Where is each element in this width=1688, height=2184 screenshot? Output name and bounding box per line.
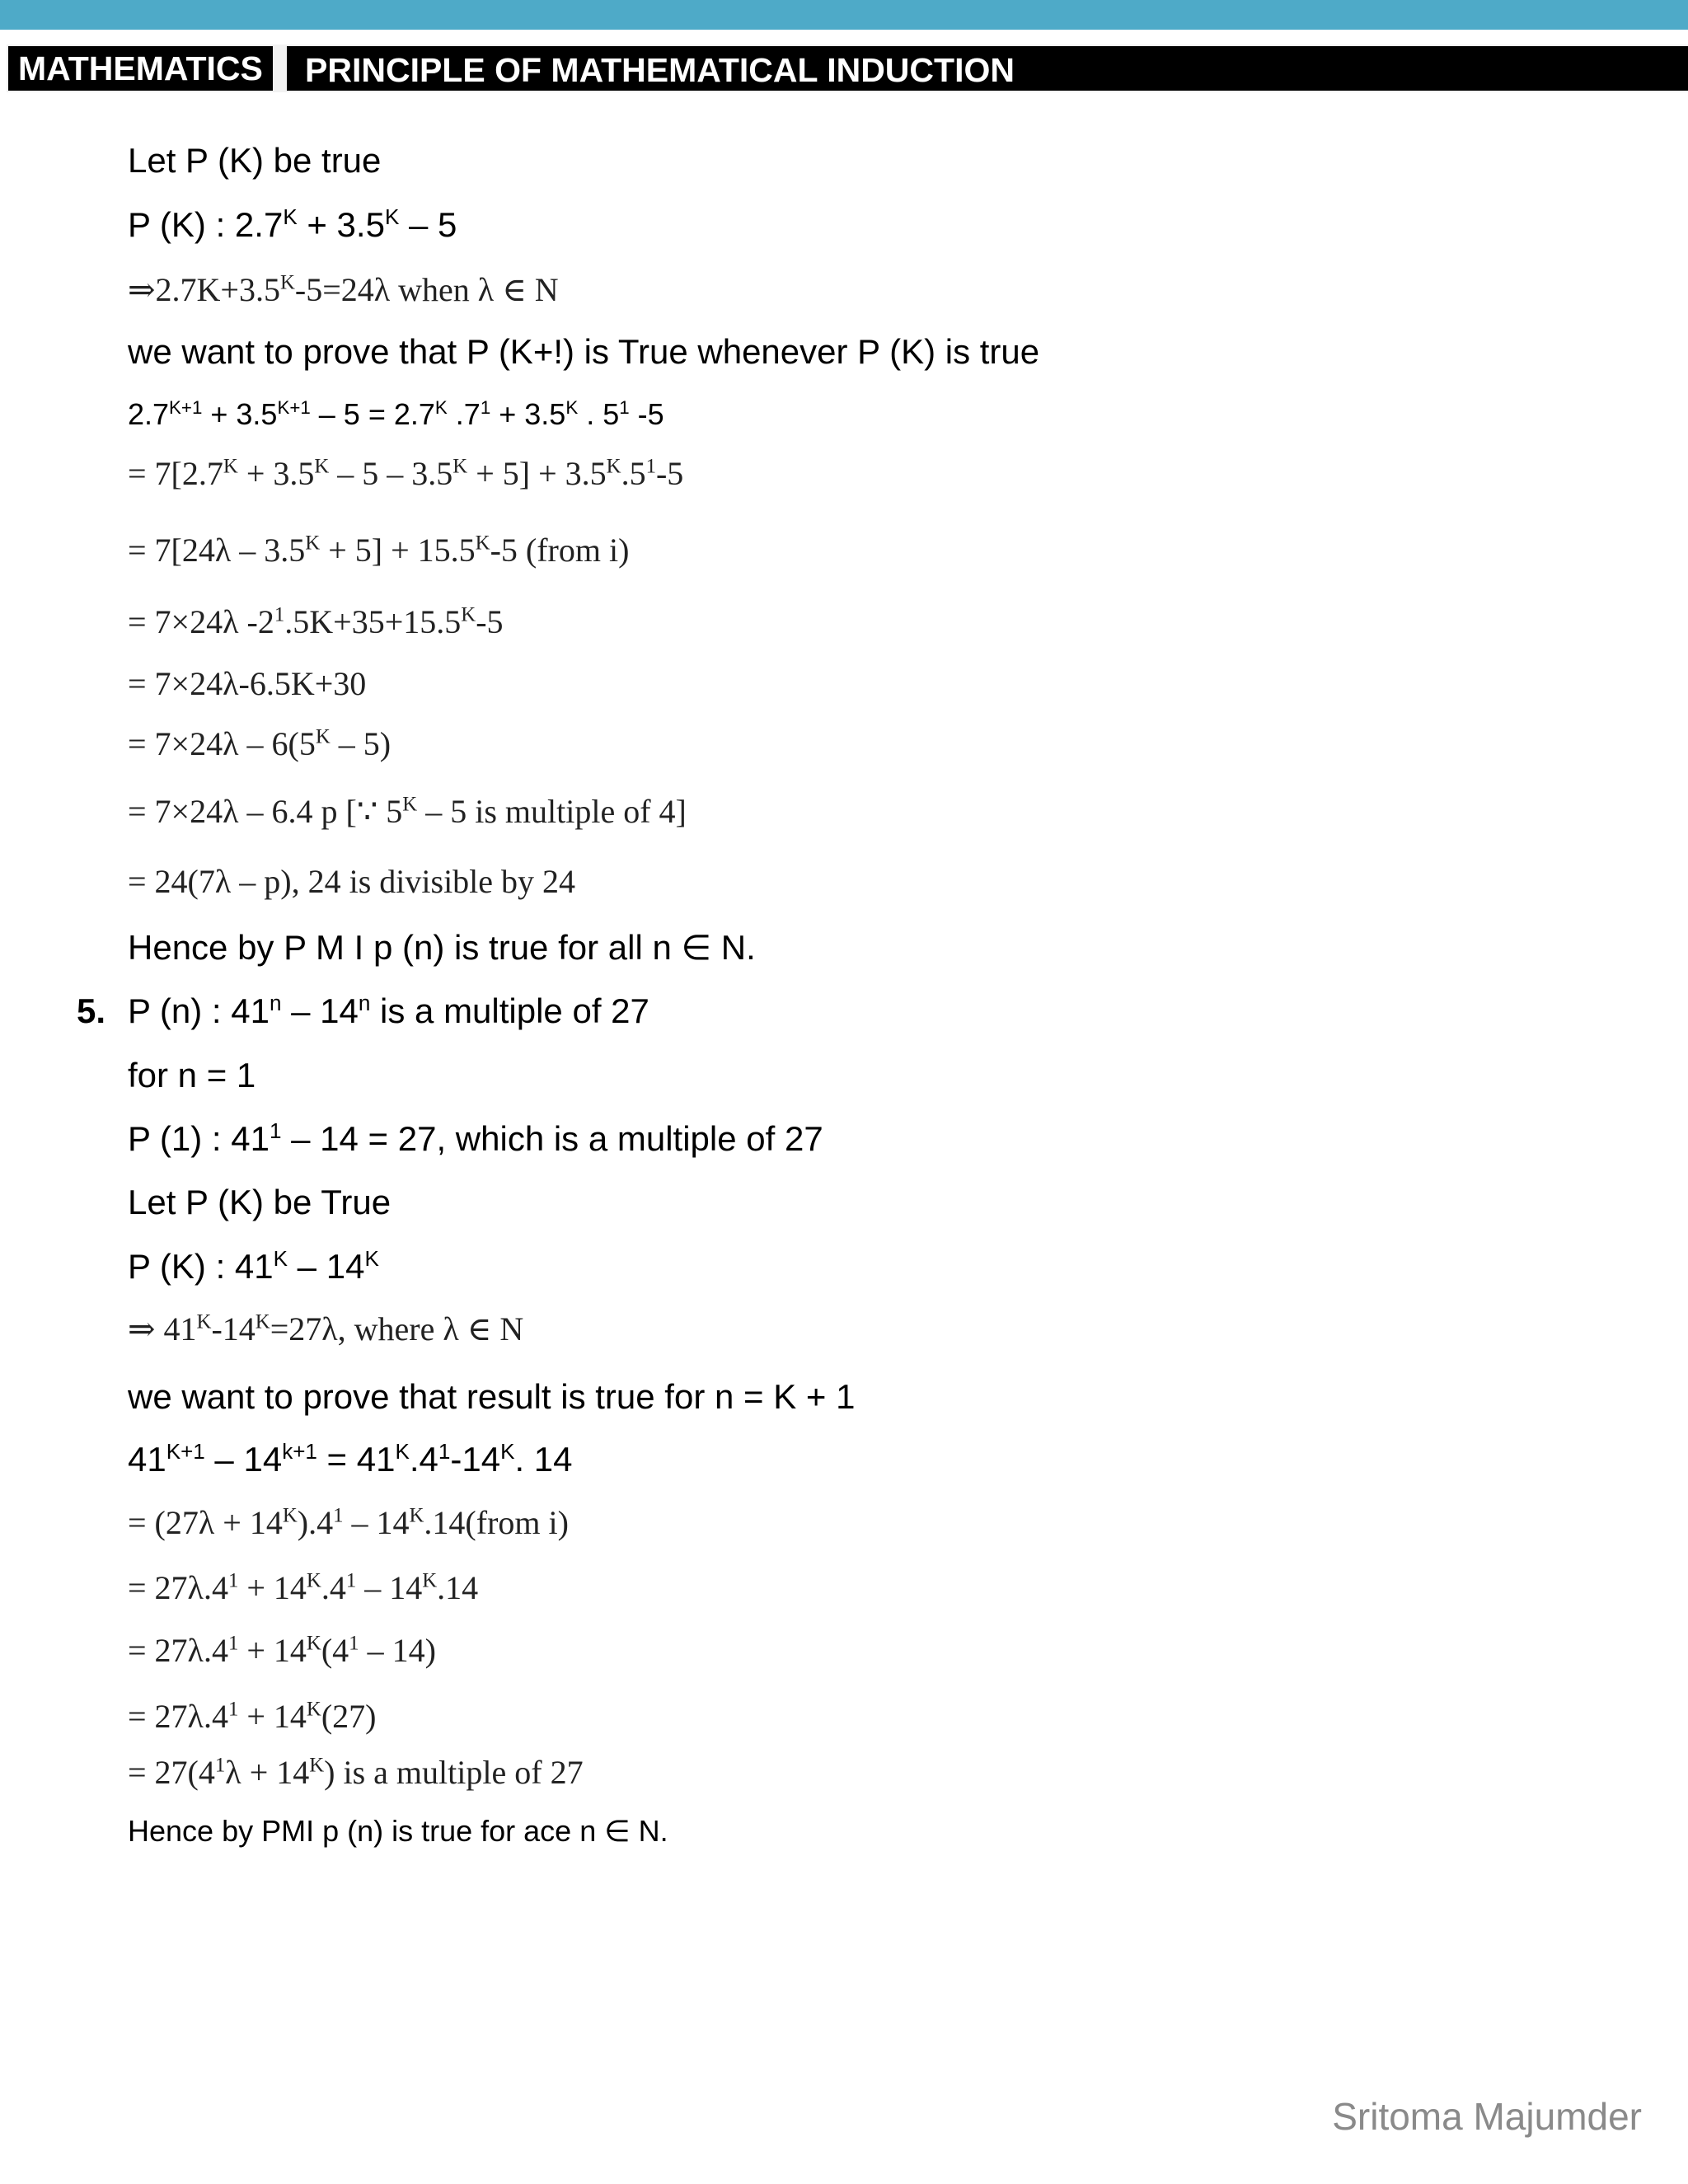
text-line: P (n) : 41$^n$ – 14$^n$ is a multiple of 27 (128, 991, 649, 1030)
equation-line: = $27\lambda.4^1 + 14^K(4^1 - 14)$ (128, 1632, 436, 1669)
top-accent-bar (0, 0, 1688, 30)
text-line: P (K) : $41^K - 14^K$ (128, 1246, 379, 1286)
equation-line: = $27(4^1\lambda + 14^K)$ is a multiple of 27 (128, 1754, 584, 1791)
equation-line: = $(27\lambda + 14^K).4^1$ – $14^K.14(from$ i) (128, 1504, 569, 1541)
text-line: P (1) : $41^1 - 14 = 27$, which is a multiple of 27 (128, 1118, 823, 1158)
text-line: we want to prove that P (K+!) is True whenever P (K) is true (128, 332, 1040, 371)
equation-line: = $27\lambda.4^1 + 14^K(27)$ (128, 1698, 377, 1735)
equation-line: = 7×24λ $-2^1.5K+35+15.5^K-5$ (128, 603, 504, 640)
text-line: Hence by PMI p (n) is true for ace n ∈ N. (128, 1814, 668, 1848)
text-line: Hence by P M I p (n) is true for all n ∈ N. (128, 928, 756, 967)
equation-line: = 7×24λ-6.5K+30 (128, 665, 367, 702)
equation-line: = 24(7λ – p), 24 is divisible by 24 (128, 863, 576, 900)
equation-line: = $7[2.7^K + 3.5^K - 5 - 3.5^K + 5] + 3.5^K.5^1-5$ (128, 455, 684, 492)
chapter-title: PRINCIPLE OF MATHEMATICAL INDUCTION (287, 46, 1688, 91)
subject-label: MATHEMATICS (8, 46, 273, 91)
author-watermark: Sritoma Majumder (1332, 2095, 1642, 2138)
equation-line: $\Rightarrow 2.7K+3.5^K-5=24\lambda$ when λ ∈ N (128, 271, 559, 308)
equation-line: ⇒ $41^K-14^K=27\lambda$, where λ ∈ N (128, 1310, 524, 1347)
text-line: P (K) : $2.7^K + 3.5^K - 5$ (128, 204, 457, 244)
equation-line: $2.7^{K+1} + 3.5^{K+1} - 5 = 2.7^K$ $.7^1 + 3.5^K$ . $5^1$ -5 (128, 397, 664, 431)
text-line: for n = 1 (128, 1056, 256, 1094)
text-line: $41^{K+1} - 14^{k+1} = 41^K.4^1-14^K$. 14 (128, 1439, 573, 1479)
question-number: 5. (77, 991, 106, 1030)
equation-line: = 7×24λ – 6.4 p [∵ $5^K - 5$ is multiple of 4] (128, 793, 687, 830)
equation-line: = $7\times 24\lambda - 6(5^K - 5)$ (128, 725, 392, 762)
text-line: Let P (K) be true (128, 141, 382, 180)
text-line: Let P (K) be True (128, 1183, 392, 1221)
equation-line: = $7[24\lambda - 3.5^K + 5] + 15.5^K-5$ (from i) (128, 532, 630, 569)
equation-line: = $27\lambda.4^1 + 14^K.4^1 - 14^K.14$ (128, 1569, 479, 1606)
text-line: we want to prove that result is true for n = K + 1 (128, 1377, 856, 1416)
